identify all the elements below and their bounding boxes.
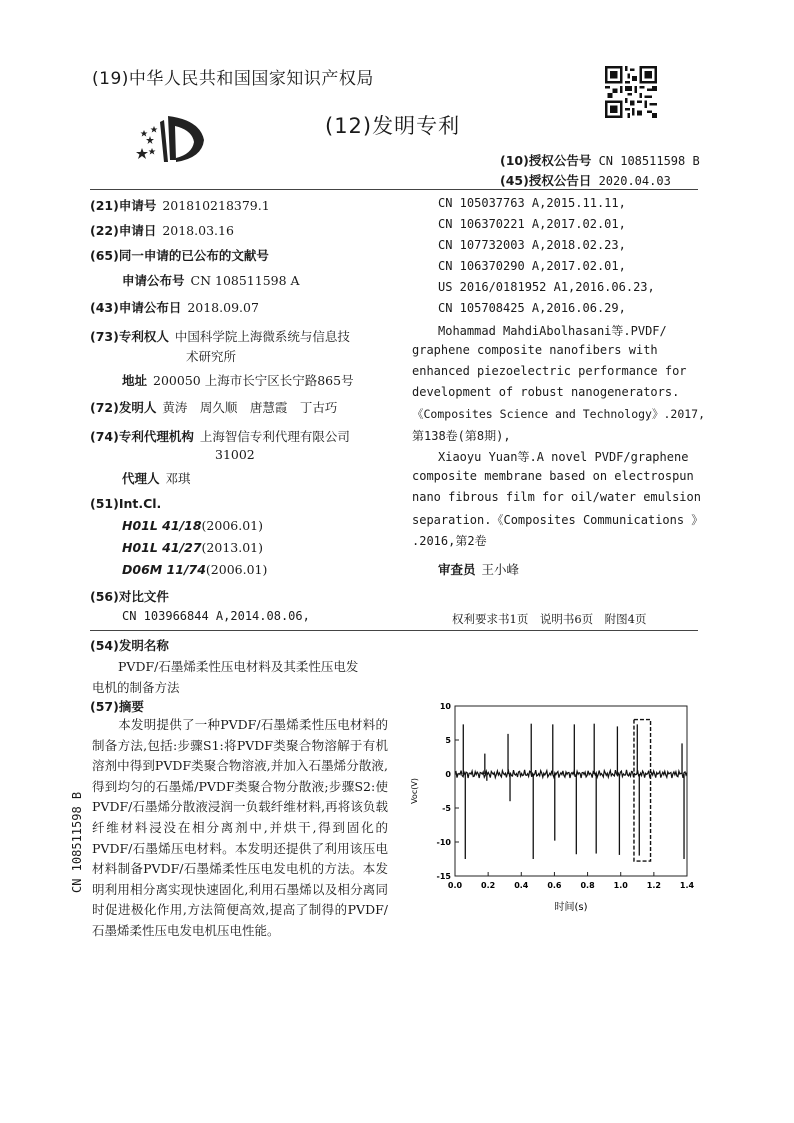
y-tick-label: 10 [439,702,451,711]
agency-line2: 31002 [215,447,255,462]
y-tick-label: 5 [445,736,451,745]
patentee-line2: 术研究所 [186,349,237,364]
cited-literature: nano fibrous film for oil/water emulsion [412,490,701,504]
invention-title-line1: PVDF/石墨烯柔性压电材料及其柔性压电发 [118,659,359,674]
cited-ref: CN 107732003 A,2018.02.23, [438,238,626,252]
cited-heading: (56)对比文件 [90,589,169,604]
cited-ref: CN 105037763 A,2015.11.11, [438,196,626,210]
cnipa-logo [130,108,210,168]
cited-first: CN 103966844 A,2014.08.06, [122,609,310,623]
grant-pub-no-value: CN 108511598 B [598,154,700,168]
x-tick-label: 0.2 [481,881,496,890]
publication-number: 申请公布号 CN 108511598 A [122,273,300,288]
grant-pub-date-value: 2020.04.03 [598,174,671,188]
cited-literature: composite membrane based on electrospun [412,469,694,483]
side-publication-number: CN 108511598 B [70,791,84,893]
cited-ref: CN 106370221 A,2017.02.01, [438,217,626,231]
prior-publication: (65)同一申请的已公布的文献号 [90,248,269,263]
plot-frame [455,706,687,876]
voltage-baseline [455,770,687,778]
publication-date: (43)申请公布日 2018.09.07 [90,300,259,315]
cited-literature: development of robust nanogenerators. [412,385,680,399]
int-cl-3: D06M 11/74(2006.01) [122,562,268,577]
page-counts: 权利要求书1页 说明书6页 附图4页 [452,612,647,626]
application-number: (21)申请号 201810218379.1 [90,198,270,213]
x-axis-label: 时间(s) [554,902,588,913]
examiner: 审查员 王小峰 [438,562,520,577]
agent: 代理人 邓琪 [122,471,191,486]
cited-literature: 《Composites Science and Technology》.2017, [412,407,706,421]
highlight-box [634,720,651,861]
int-cl-2: H01L 41/27(2013.01) [122,540,263,555]
issuing-office: (19)中华人民共和国国家知识产权局 [92,69,374,89]
cited-ref: CN 105708425 A,2016.06.29, [438,301,626,315]
cited-literature: Xiaoyu Yuan等.A novel PVDF/graphene [438,450,689,464]
qr-code [605,66,657,118]
voltage-chart [405,696,705,920]
abstract-text: 本发明提供了一种PVDF/石墨烯柔性压电材料的制备方法,包括:步骤S1:将PVDF类聚合物溶解于有机溶剂中得到PVDF类聚合物溶液,并加入石墨烯分散液,得到均匀的石墨烯/PVDF类聚合物分散液;步骤S2:使PVDF/石墨烯分散液浸润一负载纤维材料,再将该负载纤维材料浸没在相分离剂中,并烘干,得到固化的PVDF/石墨烯压电材料。本发明还提供了利用该压电材料制备PVDF/石墨烯柔性压电发电机的方法。本发明利用相分离实现快速固化,利用石墨烯以及相分离同时促进极化作用,方法简便高效,提高了制得的PVDF/石墨烯柔性压电发电机压电性能。 [92,717,388,938]
cited-literature: separation.《Composites Communications 》 [412,513,704,527]
x-tick-label: 0.0 [447,881,463,890]
abstract-heading: (57)摘要 [90,699,144,714]
int-cl-heading: (51)Int.Cl. [90,496,162,511]
cited-literature: Mohammad MahdiAbolhasani等.PVDF/ [438,324,667,338]
cited-literature: .2016,第2卷 [412,534,487,548]
title-heading: (54)发明名称 [90,638,169,653]
int-cl-1: H01L 41/18(2006.01) [122,518,263,533]
top-divider [90,189,698,190]
cited-ref: CN 106370290 A,2017.02.01, [438,259,626,273]
inventors: (72)发明人 黄涛 周久顺 唐慧霞 丁古巧 [90,400,338,415]
cited-literature: graphene composite nanofibers with [412,343,658,357]
y-tick-label: -5 [442,804,451,813]
y-tick-label: -15 [436,872,451,881]
x-tick-label: 1.4 [679,881,695,890]
grant-pub-date-label: (45)授权公告日 [500,173,592,188]
x-tick-label: 1.2 [646,881,661,890]
address: 地址 200050 上海市长宁区长宁路865号 [122,373,354,388]
y-axis-label: Voc(V) [410,778,419,804]
cited-literature: enhanced piezoelectric performance for [412,364,687,378]
grant-publication-number [500,151,700,169]
patentee: (73)专利权人 中国科学院上海微系统与信息技 [90,329,350,344]
invention-title-line2: 电机的制备方法 [92,680,180,695]
application-date: (22)申请日 2018.03.16 [90,223,234,238]
agency: (74)专利代理机构 上海智信专利代理有限公司 [90,429,350,444]
grant-pub-no-label: (10)授权公告号 [500,153,592,168]
cited-literature: 第138卷(第8期), [412,429,511,443]
y-tick-label: -10 [436,838,451,847]
middle-divider [90,630,698,631]
document-type: (12)发明专利 [325,114,461,138]
cited-ref: US 2016/0181952 A1,2016.06.23, [438,280,655,294]
x-tick-label: 0.6 [547,881,562,890]
x-tick-label: 0.8 [580,881,595,890]
x-tick-label: 1.0 [613,881,628,890]
grant-publication-date [500,171,671,189]
x-tick-label: 0.4 [514,881,529,890]
y-tick-label: 0 [445,770,451,779]
